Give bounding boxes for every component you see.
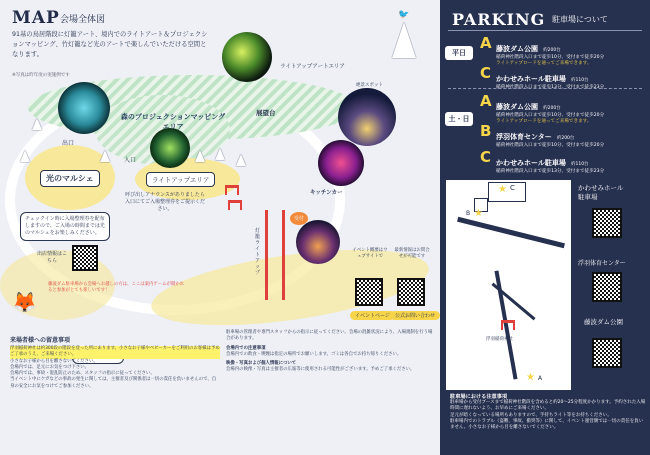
tree-icon-3 [195, 150, 205, 162]
venue-notes-body: 会場内での飲食・喫煙は指定の場所でお願いします。ゴミは各自でお持ち帰りください。 [226, 351, 402, 357]
star-c-icon: ★ [498, 184, 507, 195]
torii-stairs [265, 210, 285, 300]
call-note: 呼び出しアナウンスがありましたら入口にてご入場整理券をご提示ください。 [124, 192, 205, 212]
event-qr-label: イベント概要はウェブサイトで [352, 248, 388, 260]
big-tree-icon [392, 22, 416, 58]
entrance-label: 入口 [124, 157, 137, 164]
weekday-divider [448, 88, 642, 89]
kawasemi-label: かわせみホール 駐車場 [578, 184, 624, 201]
photo-night-view [338, 88, 396, 146]
parking-notes-title: 駐車場における注意事項 [450, 394, 508, 400]
map-intro: 91基の鳥居階段に灯籠アート、境内でのライトアート＆プロジェクションマッピング、竹灯籠など光のアートで楽しんでいただける空間となります。 [12, 31, 208, 58]
tenbodai-label: 展望台 [256, 109, 276, 117]
event-page-tag[interactable]: イベントページ [350, 311, 395, 320]
kawasemi-building [488, 182, 526, 202]
ukiha-center-label: 浮羽体育センター [578, 260, 626, 267]
lot-name: 藤波ダム公園 [496, 45, 538, 53]
map-label-b: B [466, 210, 471, 217]
privacy-notes-title: 映像・写真および個人情報について [226, 361, 297, 367]
lot-capacity: 約200台 [556, 136, 575, 141]
event-qr-code[interactable] [355, 278, 383, 306]
torii-icon-1 [225, 185, 239, 195]
map-subtitle: 会場全体図 [60, 15, 106, 25]
photo-projection [318, 140, 364, 186]
weekday-lot-c-letter: C [480, 64, 492, 82]
kitchen-label: キッチンカー [310, 190, 343, 196]
tree-icon-5 [236, 154, 246, 166]
parking-note-2: 足元が暗くなっている場所もありますので、手持ちライト等をお持ちください。 [450, 412, 612, 418]
weekend-lot-a-letter: A [480, 92, 492, 110]
weekday-badge: 平日 [445, 46, 473, 60]
photo-lightup [150, 128, 190, 168]
notice-item-4: 会場内では、事故・混乱防止のため、スタッフの指示に従ってください。 [10, 371, 155, 377]
photo-torii [296, 220, 340, 264]
bird-icon: 🐦 [398, 10, 410, 20]
map-label-a: A [538, 375, 543, 382]
lot-capacity: 約200台 [543, 48, 561, 53]
notice-item-2: 小さなお子様から目を離さないでください。 [10, 358, 98, 364]
middle-notes-intro: 駐車場の管理者や専門スタッフからの指示に従ってください。会場の混雑状況により、入場規制を行う場合があります。 [226, 330, 433, 342]
tree-icon-6 [32, 118, 42, 130]
latest-qr-label: 最新情報はお問合せが可能です [394, 248, 430, 260]
fox-mascot-icon: 🦊 [12, 290, 37, 314]
lot-desc: 稲荷神社階段入口まで徒歩13分、受付まで徒歩23分 [496, 169, 605, 174]
lot-desc: 稲荷神社階段入口まで徒歩10分、受付まで徒歩20分 [496, 113, 605, 118]
middle-notes [226, 330, 434, 374]
lot-name: かわせみホール駐車場 [496, 75, 566, 83]
kawasemi-qr-code[interactable] [592, 208, 622, 238]
road-1 [457, 217, 565, 248]
exit-label: 出口 [62, 140, 75, 147]
star-b-icon: ★ [474, 208, 483, 219]
privacy-notes-body: 会場内の映像・写真は主催者の広報等に使用される可能性がございます。予めご了承ください。 [226, 367, 415, 373]
checkin-note: チェックイン時に入場整理券を配布しますので、ご入場の時間までは光のマルシェをお楽しみください。 [20, 212, 110, 241]
parking-subtitle: 駐車場について [552, 15, 608, 24]
lot-name: 浮羽体育センター [496, 133, 552, 141]
map-title: MAP [12, 8, 60, 28]
toro-label: 灯籠ライトアップ [255, 228, 261, 276]
weekday-lot-a-letter: A [480, 34, 492, 52]
road-3 [491, 283, 535, 321]
notice-item-1: 浮羽稲荷神社は約300段の階段を登った所にあります。小さなお子様やベビーカーをご利用のお客様は予めご了承のうえ、ご来場ください。 [10, 346, 220, 358]
lot-desc-extra: ライトアップロードを通ってご来場できます。 [496, 61, 592, 66]
parking-title: PARKING [452, 10, 546, 29]
notice-box [10, 335, 220, 451]
tree-icon-4 [215, 148, 225, 160]
photo-forest [58, 82, 110, 134]
parking-panel [440, 0, 650, 455]
lightup-label: ライトアップエリア [146, 172, 215, 187]
torii-icon-2 [228, 200, 242, 210]
uketsuke-badge: 受付 [290, 212, 308, 225]
photo-lightart [222, 32, 272, 82]
weekend-lot-c [496, 150, 646, 175]
tree-icon-1 [20, 150, 30, 162]
venue-notes-title: 会場内での注意事項 [226, 345, 266, 351]
weekday-lot-a [496, 36, 646, 67]
ukiha-center-qr-code[interactable] [592, 272, 622, 302]
parking-note-3: 駐車場内でのトラブル（盗難、事故、衝突等）に関して、イベント運営側では一切の責任を負いません。小さなお子様から目を離さないでください。 [450, 418, 644, 431]
weekend-lot-c-letter: C [480, 148, 492, 166]
lot-desc-extra: ライトアップロードを通ってご来場できます。 [496, 119, 592, 124]
star-a-icon: ★ [526, 372, 535, 383]
parking-map [446, 180, 571, 390]
latest-qr-code[interactable] [397, 278, 425, 306]
lot-desc: 稲荷神社階段入口まで徒歩13分、受付まで徒歩23分 [496, 85, 605, 90]
lot-name: かわせみホール駐車場 [496, 159, 566, 167]
lightup-art-label: ライトアップアートエリア [280, 64, 345, 70]
weekend-lot-b-letter: B [480, 122, 492, 140]
contact-tag[interactable]: 公式お問い合わせ [390, 311, 440, 320]
title-divider [448, 30, 642, 31]
lot-desc: 稲荷神社階段入口まで徒歩10分、受付まで徒歩20分 [496, 55, 605, 60]
lot-name: 藤波ダム公園 [496, 103, 538, 111]
map-label-c: C [510, 184, 515, 192]
weekend-lot-b [496, 124, 646, 149]
notice-title: 来場者様への留意事項 [10, 337, 71, 344]
tree-icon-2 [100, 150, 110, 162]
marche-label: 光のマルシェ [40, 170, 100, 187]
lot-desc: 稲荷神社階段入口まで徒歩10分、受付まで徒歩20分 [496, 143, 605, 148]
weekend-badge: 土・日 [445, 112, 473, 126]
fujinami-route-msg: 藤波ダム駐車場から会場へお越しの方は、ここは案内ゲームが開かれると参加がとても楽しいです！ [48, 282, 185, 294]
parking-note-1: 駐車場から受付ブースまで稲荷神社階段を含めると約20〜25分程度かかります。予約された入場時間に遅れないよう、お早めにご来場ください。 [450, 400, 646, 412]
notice-item-3: 会場内では、足元にお気をつけ下さい。 [10, 364, 90, 370]
shrine-torii-icon [501, 320, 515, 330]
shutten-qr-code[interactable] [72, 245, 98, 271]
lot-capacity: 約200台 [543, 106, 561, 111]
fujinami-qr-code[interactable] [592, 338, 622, 368]
shutten-qr-label: 出店情報はこちら [36, 251, 67, 264]
photo-note: ※写真は昨年度の実施例です [12, 73, 70, 78]
lot-capacity: 約110台 [570, 78, 589, 83]
projection-label: 森のプロジェクションマッピングエリア [120, 113, 226, 131]
weekend-lot-a [496, 94, 646, 125]
fujinami-label: 藤波ダム公園 [584, 318, 623, 326]
photo-spot-label: 絶景スポット [356, 83, 383, 88]
lot-capacity: 約110台 [570, 162, 589, 167]
map-label-shrine: 浮羽稲荷神社 [486, 337, 513, 342]
notice-item-5: 当イベント中にケガなどの事故の発生に関しては、主催者及び関係者は一切の責任を負いませんので、自身の安全にお気をつけてご参加ください。 [10, 377, 217, 389]
parking-notes [450, 394, 646, 431]
